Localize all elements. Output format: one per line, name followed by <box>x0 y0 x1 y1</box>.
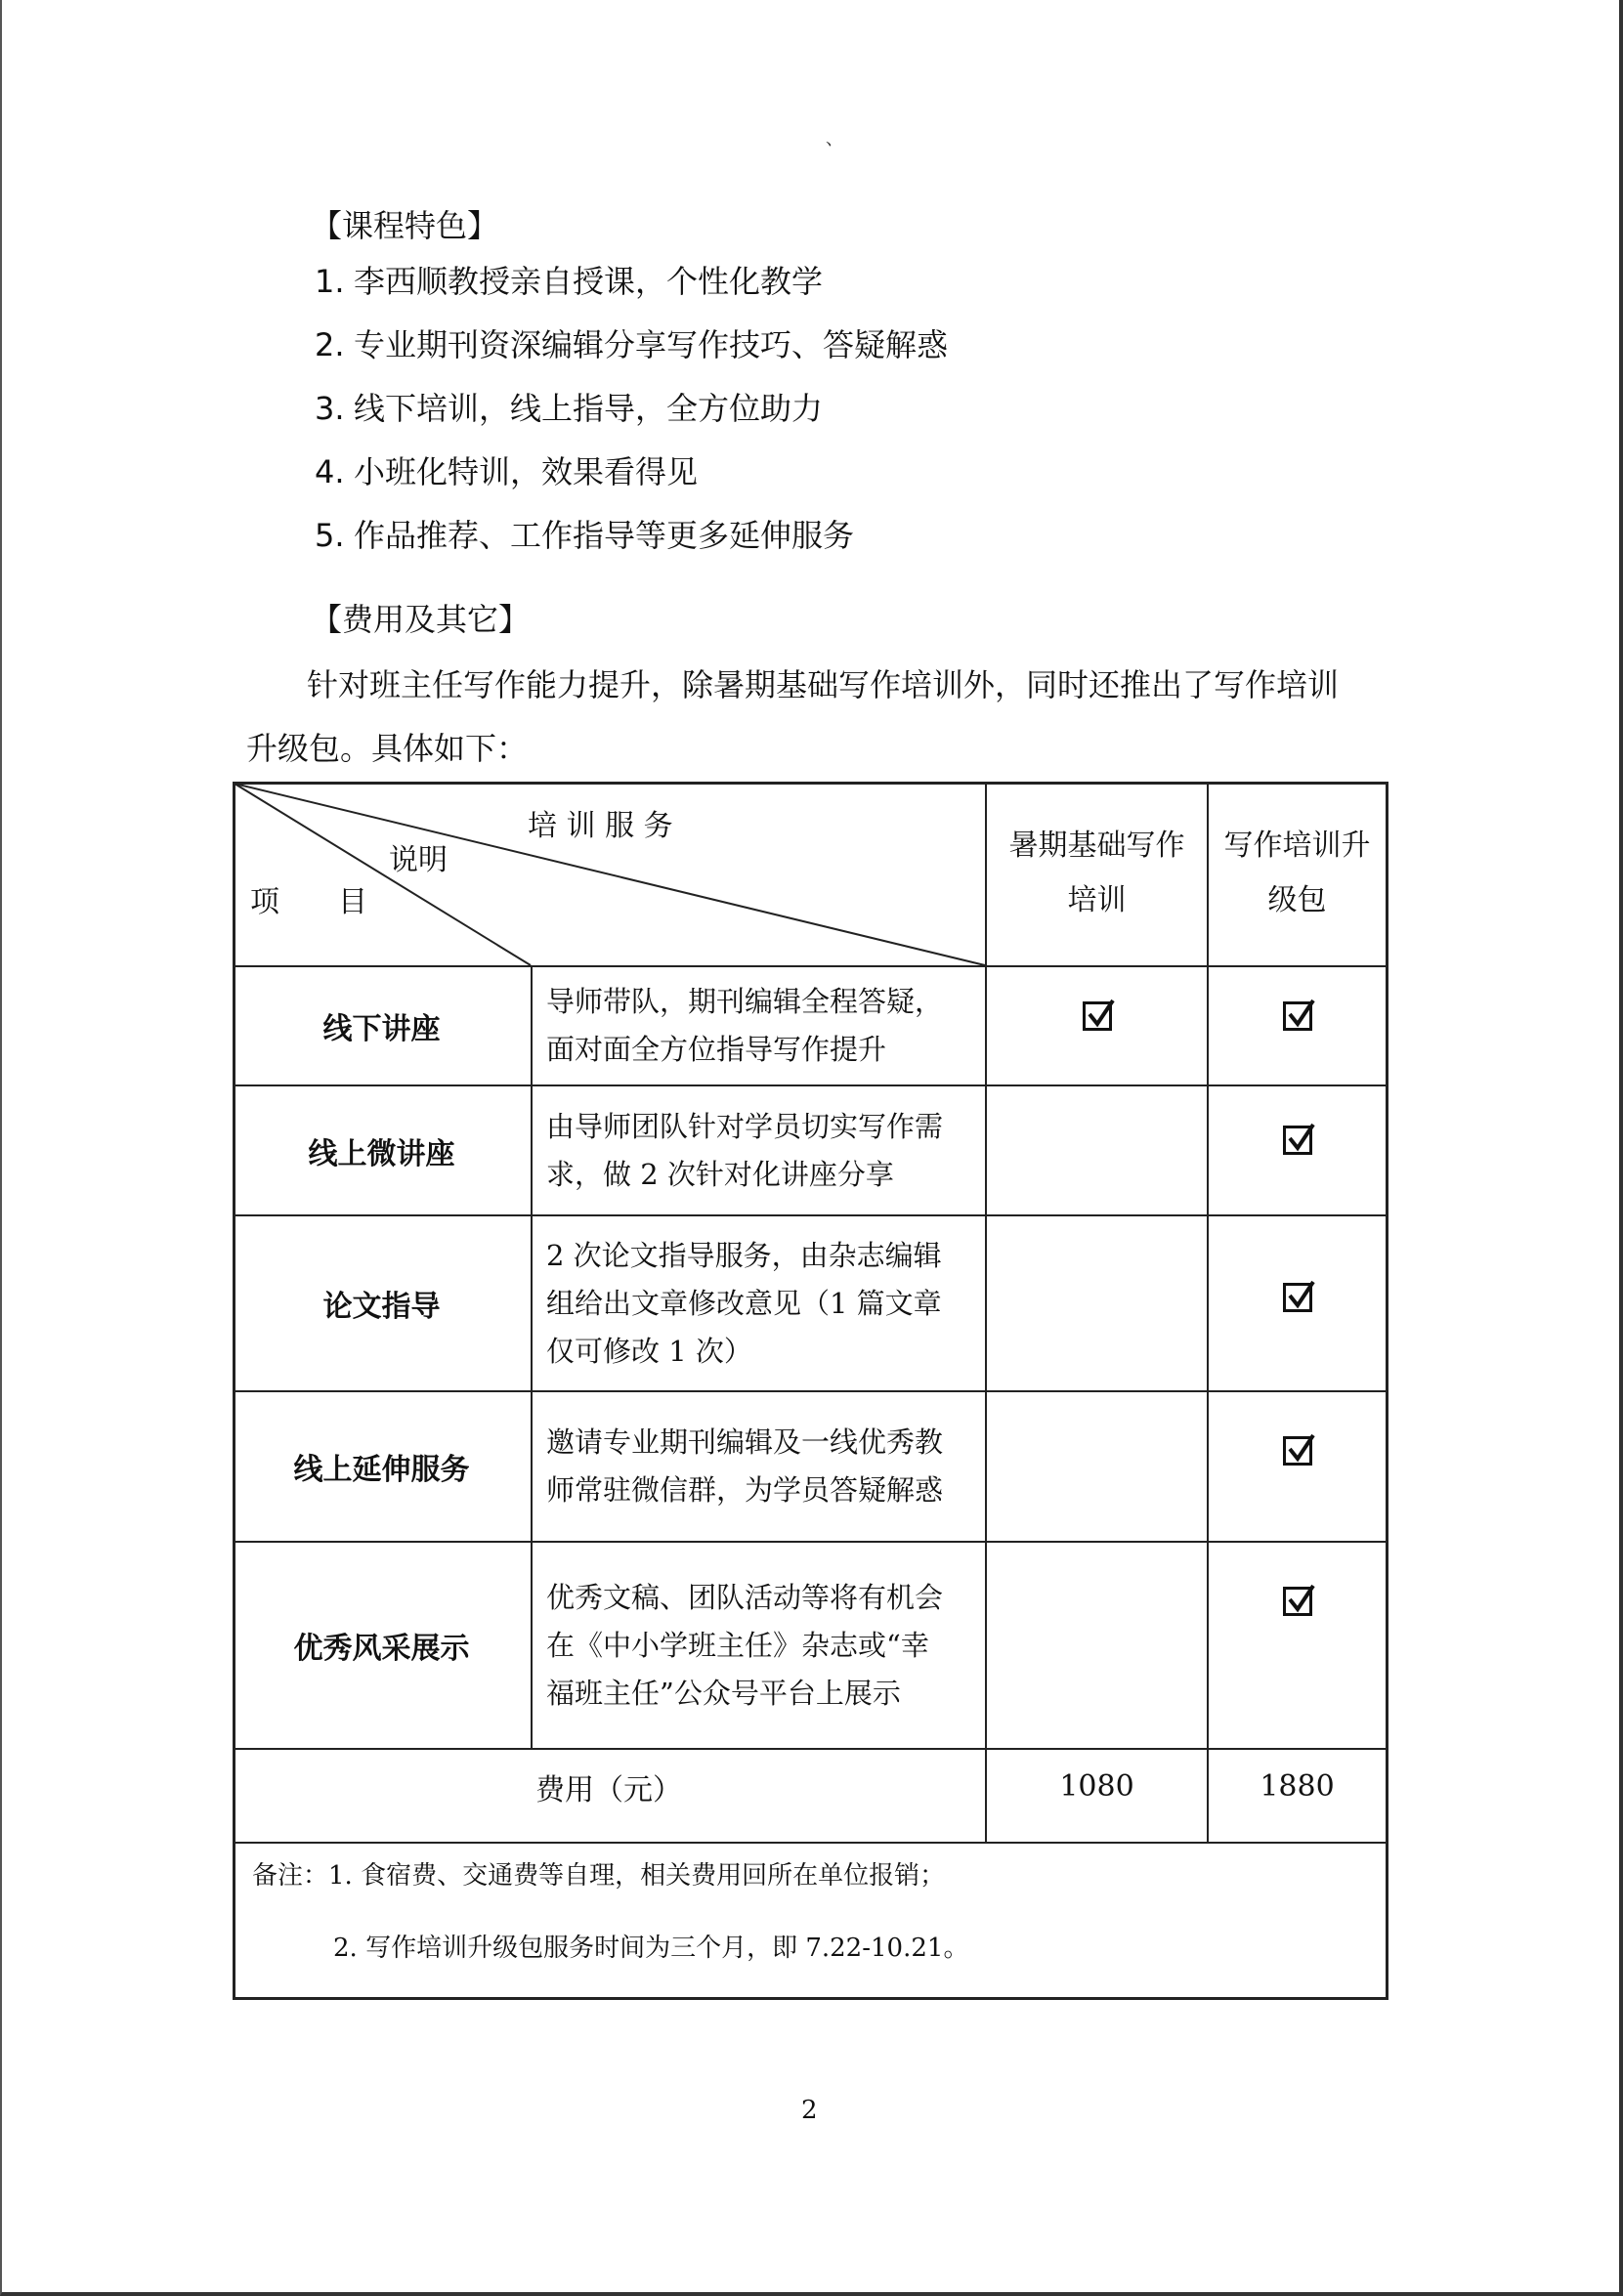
note-line-1: 备注：1. 食宿费、交通费等自理，相关费用回所在单位报销； <box>252 1861 946 1891</box>
row-name-paper-guidance: 论文指导 <box>322 1290 441 1324</box>
check-upgrade-row3 <box>1209 1216 1386 1378</box>
header-desc-label: 说明 <box>389 843 448 877</box>
row-name-online-micro-lecture: 线上微讲座 <box>308 1136 455 1171</box>
header-item-label: 项 目 <box>250 885 367 919</box>
intro-line-2: 升级包。具体如下： <box>246 730 529 767</box>
feature-num: 5. <box>315 517 345 554</box>
page-number: 2 <box>801 2096 818 2125</box>
intro-line-1: 针对班主任写作能力提升，除暑期基础写作培训外，同时还推出了写作培训 <box>307 666 1340 703</box>
feature-num: 1. <box>315 263 345 300</box>
checkbox-checked-icon <box>1283 1001 1312 1031</box>
col-header-upgrade <box>1209 782 1386 965</box>
desc-line: 在《中小学班主任》杂志或“幸 <box>546 1628 929 1662</box>
service-table <box>233 782 1388 2000</box>
col-header-basic <box>987 782 1207 965</box>
desc-line: 导师带队，期刊编辑全程答疑， <box>546 985 944 1018</box>
feature-item-2 <box>315 325 948 364</box>
feature-text: 作品推荐、工作指导等更多延伸服务 <box>354 517 855 554</box>
feature-item-3 <box>315 389 823 428</box>
checkbox-checked-icon <box>1083 1001 1112 1031</box>
check-upgrade-row1 <box>1209 967 1386 1065</box>
header-service-label: 培 训 服 务 <box>528 809 673 843</box>
desc-line: 由导师团队针对学员切实写作需 <box>546 1109 944 1143</box>
desc-line: 师常驻微信群，为学员答疑解惑 <box>546 1473 944 1507</box>
checkbox-checked-icon <box>1283 1587 1312 1616</box>
feature-text: 专业期刊资深编辑分享写作技巧、答疑解惑 <box>354 326 949 363</box>
fee-basic: 1080 <box>1059 1769 1134 1804</box>
row-desc <box>533 1086 985 1214</box>
row-desc <box>533 1216 985 1390</box>
check-upgrade-row4 <box>1209 1392 1386 1509</box>
feature-item-1 <box>315 262 823 301</box>
row-desc <box>533 1392 985 1541</box>
desc-line: 仅可修改 1 次） <box>546 1334 752 1368</box>
feature-item-4 <box>315 452 698 491</box>
desc-line: 面对面全方位指导写作提升 <box>546 1033 887 1066</box>
features-heading: 【课程特色】 <box>311 207 499 244</box>
desc-line: 组给出文章修改意见（1 篇文章 <box>546 1286 942 1320</box>
desc-line: 2 次论文指导服务，由杂志编辑 <box>546 1238 942 1272</box>
checkbox-checked-icon <box>1283 1283 1312 1312</box>
feature-item-5 <box>315 516 854 555</box>
desc-line: 求，做 2 次针对化讲座分享 <box>546 1157 894 1191</box>
row-name-showcase: 优秀风采展示 <box>293 1632 470 1666</box>
desc-line: 优秀文稿、团队活动等将有机会 <box>546 1580 944 1614</box>
check-upgrade-row5 <box>1209 1543 1386 1660</box>
check-upgrade-row2 <box>1209 1086 1386 1194</box>
checkbox-checked-icon <box>1283 1126 1312 1155</box>
row-name-online-extension: 线上延伸服务 <box>293 1453 470 1487</box>
feature-num: 3. <box>315 390 345 427</box>
feature-text: 李西顺教授亲自授课，个性化教学 <box>354 263 824 300</box>
check-basic-row1 <box>987 967 1207 1065</box>
desc-line: 邀请专业期刊编辑及一线优秀教 <box>546 1425 944 1459</box>
fee-label: 费用（元） <box>535 1772 682 1807</box>
note-line-2: 2. 写作培训升级包服务时间为三个月，即 7.22-10.21。 <box>333 1934 969 1963</box>
fee-upgrade: 1880 <box>1260 1769 1335 1804</box>
feature-num: 4. <box>315 453 345 490</box>
fees-heading: 【费用及其它】 <box>311 601 531 638</box>
checkbox-checked-icon <box>1283 1436 1312 1466</box>
desc-line: 福班主任”公众号平台上展示 <box>546 1676 901 1710</box>
col-header-basic-line1: 暑期基础写作 <box>1008 829 1185 863</box>
col-header-upgrade-line1: 写作培训升 <box>1223 829 1371 863</box>
row-desc <box>533 1543 985 1748</box>
scan-mark: 、 <box>826 129 843 149</box>
feature-text: 小班化特训，效果看得见 <box>354 453 699 490</box>
col-header-upgrade-line2: 级包 <box>1267 883 1327 917</box>
feature-text: 线下培训，线上指导，全方位助力 <box>354 390 824 427</box>
col-header-basic-line2: 培训 <box>1067 883 1127 917</box>
feature-num: 2. <box>315 326 345 363</box>
row-desc <box>533 967 985 1084</box>
row-name-offline-lecture: 线下讲座 <box>322 1012 441 1046</box>
